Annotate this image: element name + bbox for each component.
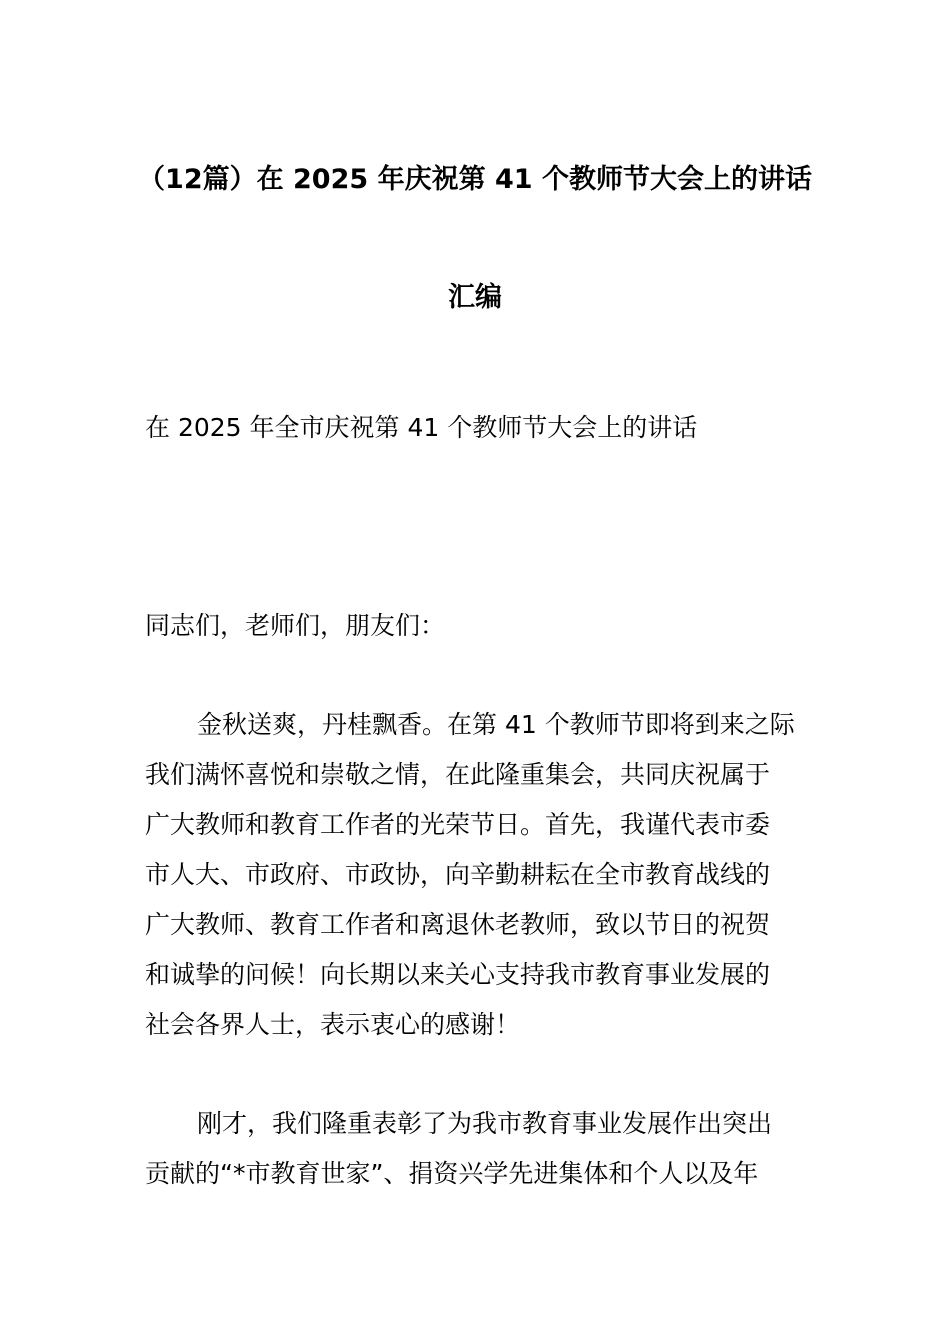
paragraph-line: 市人大、市政府、市政协，向辛勤耕耘在全市教育战线的 [145,860,771,889]
paragraph-line: 我们满怀喜悦和崇敬之情，在此隆重集会，共同庆祝属于 [145,760,771,789]
paragraph-2 [145,1099,810,1199]
paragraph-1 [145,700,810,1050]
document-title-line-2: 汇编 [448,282,502,313]
paragraph-line: 广大教师、教育工作者和离退休老教师，致以节日的祝贺 [145,910,771,939]
paragraph-line: 社会各界人士，表示衷心的感谢！ [145,1010,521,1039]
salutation: 同志们，老师们，朋友们： [145,611,446,640]
paragraph-line: 金秋送爽，丹桂飘香。在第 41 个教师节即将到来之际 [197,710,795,739]
document-title-line-1: （12篇）在 2025 年庆祝第 41 个教师节大会上的讲话 [138,164,812,195]
paragraph-line: 刚才，我们隆重表彰了为我市教育事业发展作出突出 [197,1109,773,1138]
speech-title: 在 2025 年全市庆祝第 41 个教师节大会上的讲话 [145,413,698,442]
paragraph-line: 和诚挚的问候！向长期以来关心支持我市教育事业发展的 [145,960,771,989]
paragraph-line: 贡献的“*市教育世家”、捐资兴学先进集体和个人以及年 [145,1159,759,1188]
paragraph-line: 广大教师和教育工作者的光荣节日。首先，我谨代表市委 [145,810,771,839]
